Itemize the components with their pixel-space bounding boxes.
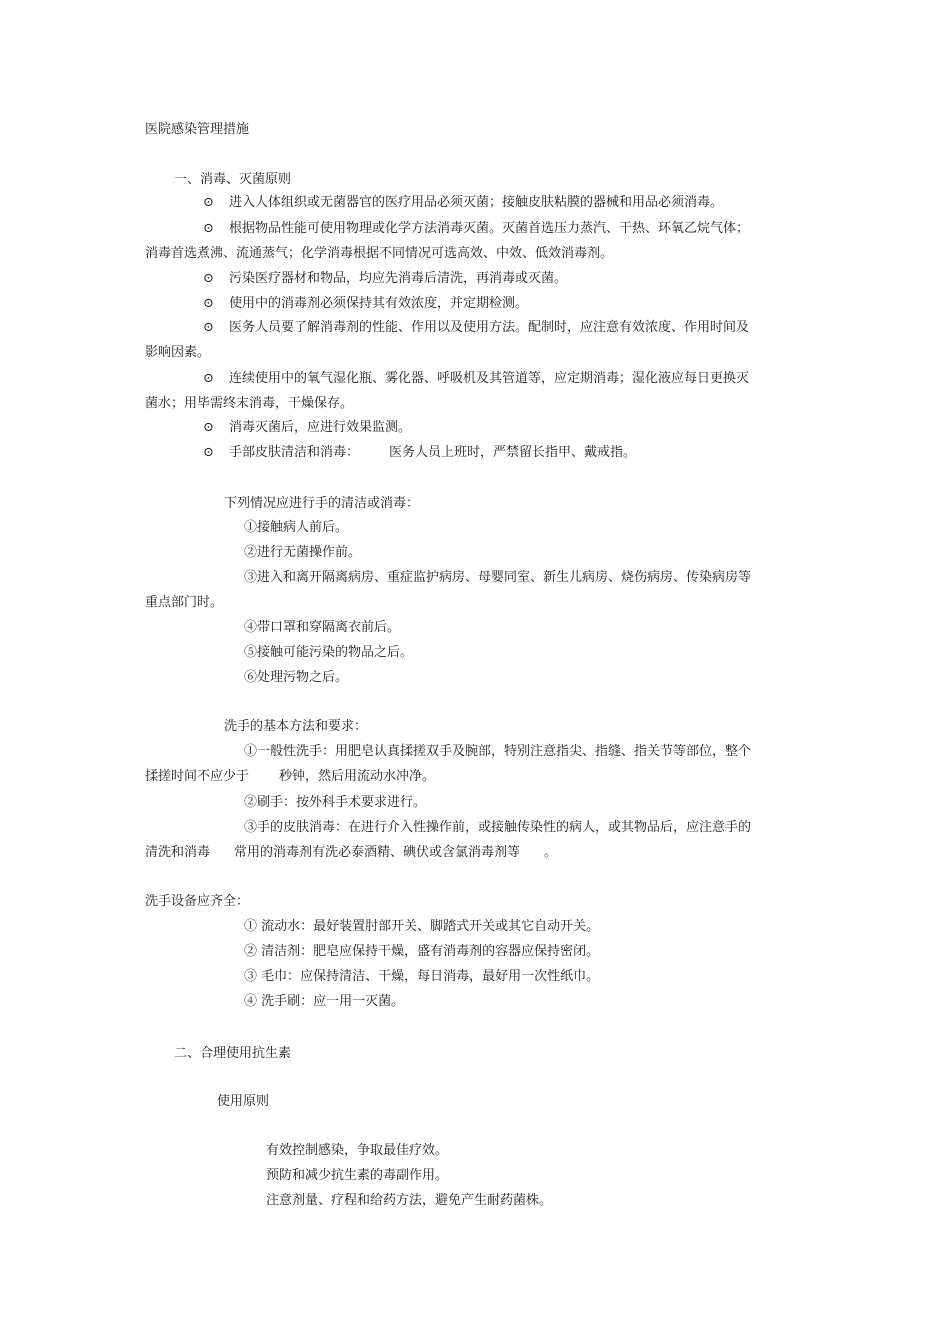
wash-method-3: ③手的皮肤消毒：在进行介入性操作前，或接触传染性的病人，或其物品后，应注意手的 [244, 820, 752, 835]
wash-method-1: ①一般性洗手：用肥皂认真揉搓双手及腕部，特别注意指尖、指缝、指关节等部位，整个 [244, 744, 752, 759]
bullet-icon: ⊙ [203, 221, 214, 236]
principle-text: 使用中的消毒剂必须保持其有效浓度，并定期检测。 [229, 296, 529, 311]
principle-item-4 [203, 296, 528, 312]
principle-item-1 [203, 195, 723, 211]
antibiotic-principle-2: 预防和减少抗生素的毒副作用。 [266, 1168, 449, 1183]
section2-heading: 二、合理使用抗生素 [174, 1046, 292, 1061]
hand-case-1: ①接触病人前后。 [244, 520, 349, 535]
antibiotic-principle-3: 注意剂量、疗程和给药方法，避免产生耐药菌株。 [266, 1193, 553, 1208]
wash-method-1-cont [145, 769, 435, 785]
bullet-icon: ⊙ [203, 195, 214, 210]
principle-item-6 [203, 371, 749, 387]
principle-text: 手部皮肤清洁和消毒： [229, 445, 360, 460]
hand-case-5: ⑤接触可能污染的物品之后。 [244, 645, 414, 660]
hand-case-3: ③进入和离开隔离病房、重症监护病房、母婴同室、新生儿病房、烧伤病房、传染病房等 [244, 570, 752, 585]
bullet-icon: ⊙ [203, 445, 214, 460]
principle-item-2 [203, 221, 749, 237]
wash-method-3-cont [145, 845, 557, 861]
wash-method-3-part-a: 清洗和消毒 [145, 845, 211, 860]
principle-item-7 [203, 420, 411, 436]
principle-text: 连续使用中的氧气湿化瓶、雾化器、呼吸机及其管道等，应定期消毒；湿化液应每日更换灭 [229, 371, 750, 386]
hand-case-4: ④带口罩和穿隔离衣前后。 [244, 620, 401, 635]
principle-text: 医务人员要了解消毒剂的性能、作用以及使用方法。配制时，应注意有效浓度、作用时间及 [229, 320, 750, 335]
principle-item-3 [203, 271, 567, 287]
principle-item-5-cont: 影响因素。 [145, 345, 211, 360]
equipment-item-1: ① 流动水：最好装置肘部开关、脚踏式开关或其它自动开关。 [244, 919, 600, 934]
bullet-icon: ⊙ [203, 296, 214, 311]
wash-method-1-part-b: 秒钟，然后用流动水冲净。 [279, 769, 436, 784]
section1-heading: 一、消毒、灭菌原则 [174, 172, 292, 187]
hand-case-3-cont: 重点部门时。 [145, 595, 224, 610]
wash-method-1-part-a: 揉搓时间不应少于 [145, 769, 250, 784]
wash-method-3-part-c: 。 [544, 845, 558, 860]
principle-text: 消毒灭菌后，应进行效果监测。 [229, 420, 412, 435]
wash-methods-heading: 洗手的基本方法和要求： [224, 719, 368, 734]
equipment-item-2: ② 清洁剂：肥皂应保持干燥，盛有消毒剂的容器应保持密闭。 [244, 944, 600, 959]
principle-text: 根据物品性能可使用物理或化学方法消毒灭菌。灭菌首选压力蒸汽、干热、环氧乙烷气体； [229, 221, 750, 236]
bullet-icon: ⊙ [203, 420, 214, 435]
section2-subheading: 使用原则 [217, 1094, 270, 1109]
principle-item-2-cont: 消毒首选煮沸、流通蒸气；化学消毒根据不同情况可选高效、中效、低效消毒剂。 [145, 246, 614, 261]
equipment-heading: 洗手设备应齐全： [145, 894, 250, 909]
principle-text-extra: 医务人员上班时，严禁留长指甲、戴戒指。 [389, 445, 637, 460]
wash-method-3-part-b: 常用的消毒剂有洗必泰酒精、碘伏或含氯消毒剂等 [234, 845, 521, 860]
principle-item-5 [203, 320, 749, 336]
bullet-icon: ⊙ [203, 371, 214, 386]
hand-case-6: ⑥处理污物之后。 [244, 670, 349, 685]
equipment-item-4: ④ 洗手刷：应一用一灭菌。 [244, 994, 405, 1009]
antibiotic-principle-1: 有效控制感染，争取最佳疗效。 [266, 1143, 449, 1158]
principle-text: 进入人体组织或无菌器官的医疗用品必须灭菌；接触皮肤粘膜的器械和用品必须消毒。 [229, 195, 724, 210]
bullet-icon: ⊙ [203, 320, 214, 335]
principle-text: 污染医疗器材和物品，均应先消毒后清洗，再消毒或灭菌。 [229, 271, 568, 286]
bullet-icon: ⊙ [203, 271, 214, 286]
principle-item-6-cont: 菌水；用毕需终末消毒，干燥保存。 [145, 396, 354, 411]
hand-cases-heading: 下列情况应进行手的清洁或消毒： [224, 496, 420, 511]
principle-item-8 [203, 445, 636, 461]
equipment-item-3: ③ 毛巾：应保持清洁、干燥，每日消毒，最好用一次性纸巾。 [244, 969, 600, 984]
hand-case-2: ②进行无菌操作前。 [244, 545, 362, 560]
wash-method-2: ②刷手：按外科手术要求进行。 [244, 795, 427, 810]
document-title: 医院感染管理措施 [145, 122, 250, 137]
